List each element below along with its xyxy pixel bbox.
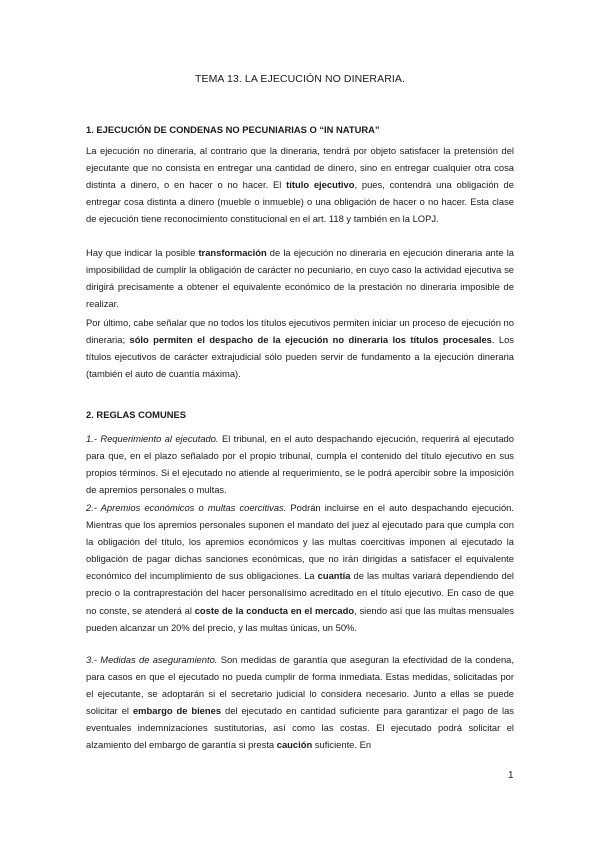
section-2-paragraph-1	[86, 430, 514, 498]
paragraph-text: . Los títulos ejecutivos de carácter extrajudicial sólo pueden servir de fundamento a la ejecución dineraria (también el auto de cuantía máxima).	[86, 334, 514, 380]
section-2-paragraph-2	[86, 499, 514, 636]
paragraph-text: Podrán incluirse en el auto despachando ejecución. Mientras que los apremios personales suponen el mandato del juez al ejecutado para que cumpla con la obligación del título, los apremios económicos y las multas coercitivas imponen al ejecutado la obligación de pagar dichas sanciones económicas, que no irán dirigidas a satisfacer el equivalente económico del incumplimiento de sus obligaciones. La	[86, 502, 514, 582]
paragraph-text: de las multas variará dependiendo del precio o la contraprestación del hacer personalísimo acreditado en el título ejecutivo. En caso de que no conste, se atenderá al	[86, 570, 514, 616]
paragraph-text: Por último, cabe señalar que no todos los títulos ejecutivos permiten iniciar un proceso de ejecución no dineraria;	[86, 317, 514, 346]
bold-term: sólo permiten el despacho de la ejecución no dineraria los títulos procesales	[129, 334, 492, 346]
paragraph-text: , pues, contendrá una obligación de entregar cosa distinta a dinero (mueble o inmueble) o una obligación de hacer o no hacer. Esta clase de ejecución tiene reconocimiento constitucional en el art. 118 y también en la LOPJ.	[86, 179, 514, 225]
bold-term: coste de la conducta en el mercado	[194, 604, 355, 616]
section-1-heading: 1. EJECUCIÓN DE CONDENAS NO PECUNIARIAS O “IN NATURA”	[86, 124, 380, 135]
paragraph-text: Hay que indicar la posible	[86, 247, 199, 258]
paragraph-text: de la ejecución no dineraria en ejecución dineraria ante la imposibilidad de cumplir la obligación de carácter no pecuniario, en cuyo caso la actividad ejecutiva se dirigirá precisamente a obtener el equivalente económico de la prestación no dineraria imposible de realizar.	[86, 247, 514, 310]
paragraph-text: La ejecución no dineraria, al contrario que la dineraria, tendrá por objeto satisfacer la pretensión del ejecutante que no consista en entregar una cantidad de dinero, sino en entregar cualquier otra cosa distinta a dinero, o en hacer o no hacer. El	[86, 145, 514, 191]
italic-subheading: 2.- Apremios económicos o multas coercitivas.	[86, 502, 287, 513]
italic-subheading: 3.- Medidas de aseguramiento.	[86, 654, 218, 665]
paragraph-text: El tribunal, en el auto despachando ejecución, requerirá al ejecutado para que, en el plazo señalado por el propio tribunal, cumpla el contenido del título ejecutivo en sus propios términos. Si el ejecutado no atiende al requerimiento, se le podrá apercibir sobre la imposición de apremios personales o multas.	[86, 433, 514, 496]
bold-term: título ejecutivo	[286, 179, 355, 191]
page-number: 1	[508, 770, 514, 781]
section-1-paragraph-1	[86, 142, 514, 227]
paragraph-text: , siendo así que las multas mensuales pueden alcanzar un 20% del precio, y las multas únicas, un 50%.	[86, 604, 514, 633]
paragraph-text: suficiente. En	[312, 739, 372, 751]
bold-term: caución	[276, 739, 313, 751]
section-2-paragraph-3	[86, 651, 514, 754]
bold-term: embargo de bienes	[132, 705, 222, 717]
document-title: TEMA 13. LA EJECUCIÓN NO DINERARIA.	[194, 73, 406, 85]
paragraph-text: Son medidas de garantía que aseguran la efectividad de la condena, para casos en que el ejecutado no pueda cumplir de forma inmediata. Estas medidas, solicitadas por el ejecutante, se adoptarán si el secretario judicial lo considera necesario. Junto a ellas se puede solicitar el	[86, 654, 514, 717]
paragraph-text: del ejecutado en cantidad suficiente para garantizar el pago de las eventuales indemnizaciones sustitutorias, así como las costas. El ejecutado podrá solicitar el alzamiento del embargo de garantía si presta	[86, 705, 514, 751]
italic-subheading: 1.- Requerimiento al ejecutado.	[86, 433, 219, 444]
section-1-paragraph-3	[86, 314, 514, 382]
section-1-paragraph-2	[86, 244, 514, 312]
bold-term: transformación	[198, 247, 267, 258]
bold-term: cuantía	[317, 570, 351, 582]
section-2-heading: 2. REGLAS COMUNES	[86, 409, 187, 420]
